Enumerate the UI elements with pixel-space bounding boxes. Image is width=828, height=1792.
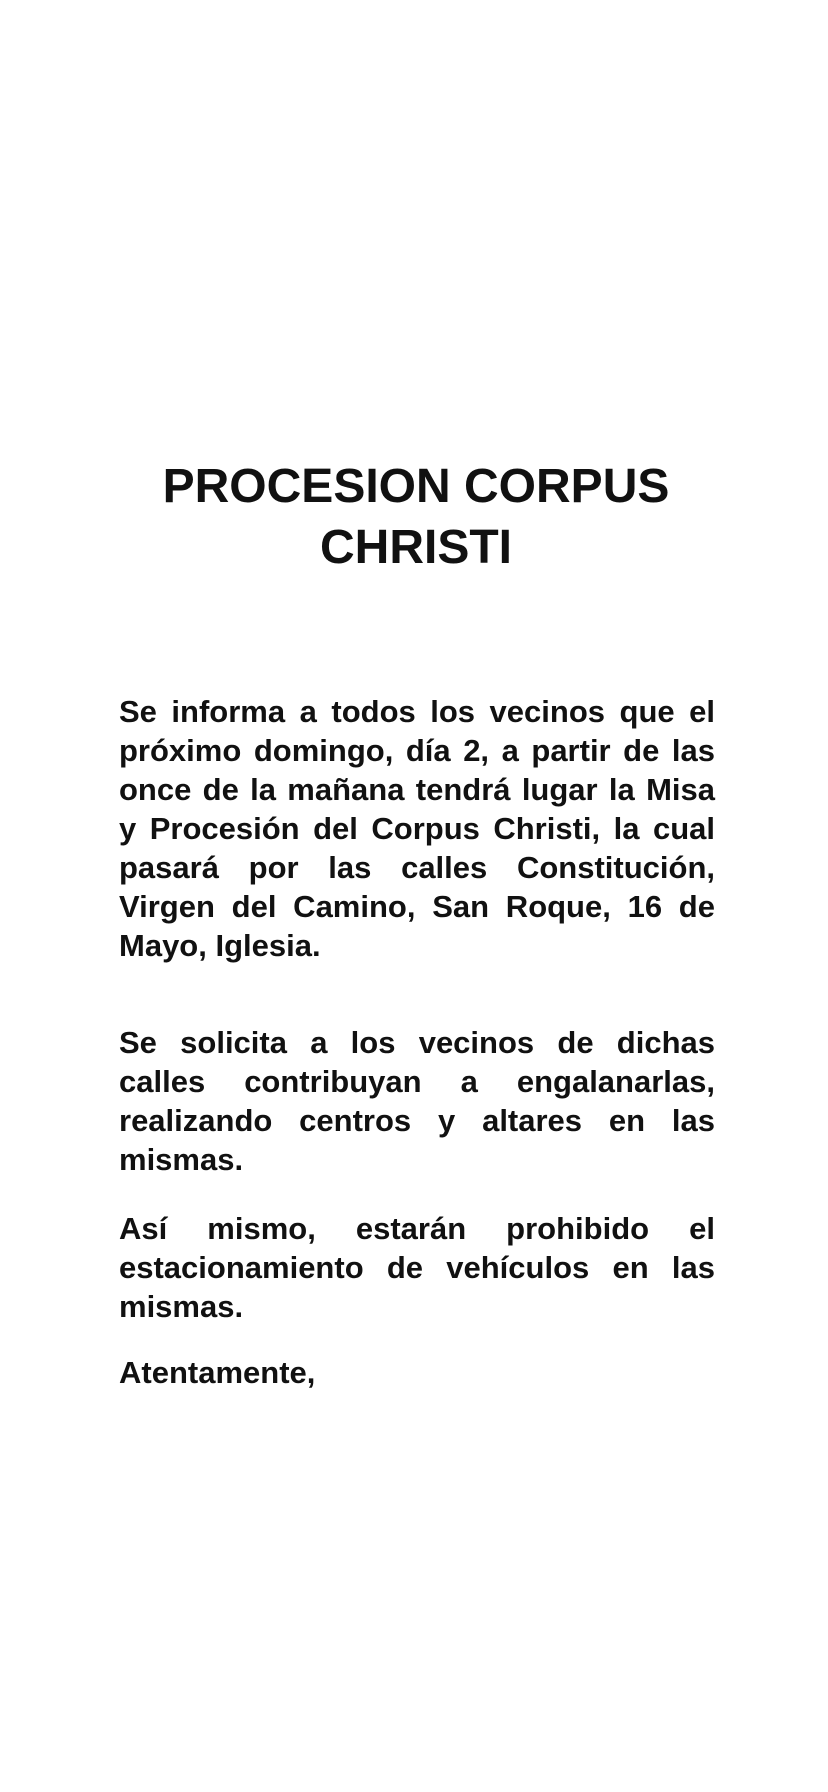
document-title: PROCESION CORPUS CHRISTI (162, 460, 670, 574)
paragraph-procession-info: Se informa a todos los vecinos que el próximo domingo, día 2, a partir de las once de la mañana tendrá lugar la Misa y Procesión del Corpus Christi, la cual pasará por las calles Constitución, Virgen del Camino, San Roque, 16 de Mayo, Iglesia. (119, 694, 715, 963)
paragraph-parking-prohibition: Así mismo, estarán prohibido el estacionamiento de vehículos en las mismas. (119, 1211, 715, 1324)
paragraph-decoration-request: Se solicita a los vecinos de dichas calles contribuyan a engalanarlas, realizando centros y altares en las mismas. (119, 1025, 715, 1177)
closing-salutation: Atentamente, (119, 1355, 316, 1390)
